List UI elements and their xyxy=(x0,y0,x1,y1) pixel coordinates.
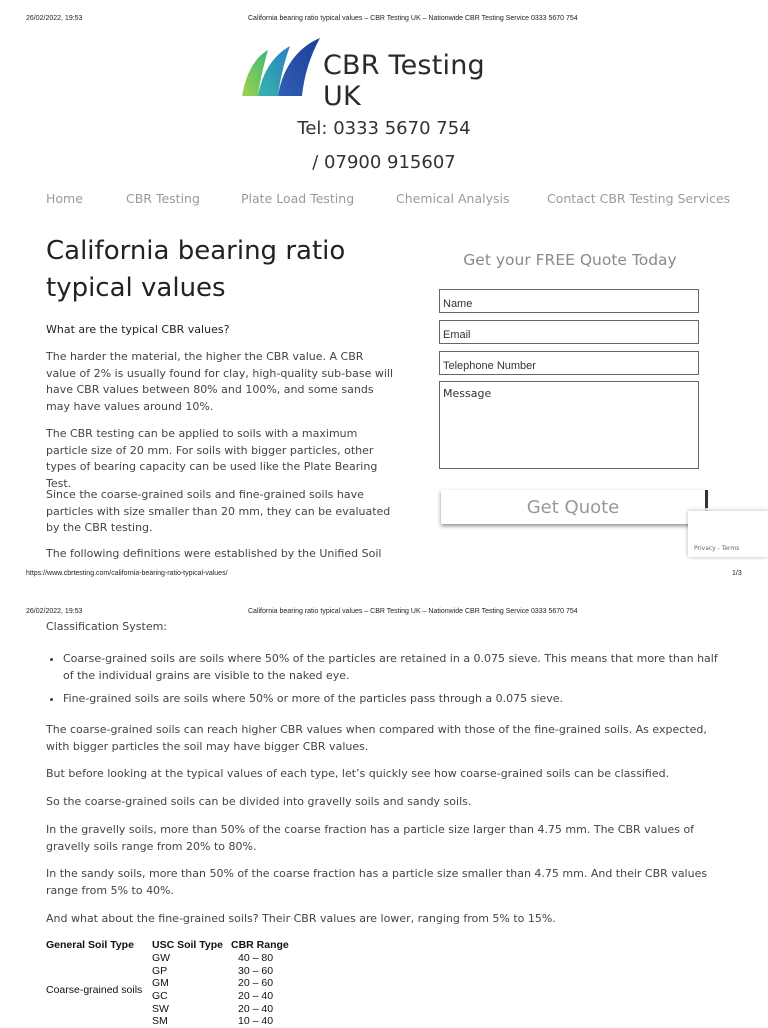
table-cell-general-soil-type: Coarse-grained soils xyxy=(46,983,143,996)
article-paragraph-4: The following definitions were established by the Unified Soil xyxy=(46,547,382,560)
table-cell-range: 40 – 80 xyxy=(238,952,274,965)
recaptcha-badge[interactable] xyxy=(688,511,768,557)
print-page-title: California bearing ratio typical values – CBR Testing UK – Nationwide CBR Testing Service 0333 5670 754 xyxy=(248,15,578,22)
nav-item-plate-load-testing[interactable]: Plate Load Testing xyxy=(241,191,355,206)
soil-definitions-list xyxy=(46,651,726,715)
article-paragraph: But before looking at the typical values of each type, let’s quickly see how coarse-grained soils can be classified. xyxy=(46,767,670,780)
article-paragraph: In the sandy soils, more than 50% of the coarse fraction has a particle size smaller than 4.75 mm. And their CBR values range from 5% to 40%. xyxy=(46,867,708,897)
article-paragraph: The coarse-grained soils can reach higher CBR values when compared with those of the fine-grained soils. As expected, with bigger particles the soil may have bigger CBR values. xyxy=(46,723,707,753)
table-cell-usc: SM xyxy=(152,1015,168,1028)
soil-cbr-table xyxy=(46,937,311,1028)
table-header-row xyxy=(46,937,311,952)
page-title xyxy=(46,233,406,307)
list-item: • Fine-grained soils are soils where 50% or more of the particles pass through a 0.075 sieve. xyxy=(63,691,726,708)
quote-form-heading: Get your FREE Quote Today xyxy=(463,251,677,269)
name-field[interactable] xyxy=(439,289,699,313)
logo-swoosh-icon xyxy=(240,34,322,98)
message-field[interactable] xyxy=(439,381,699,469)
table-cell-range: 20 – 60 xyxy=(238,977,274,990)
article-paragraph-2: The CBR testing can be applied to soils with a maximum particle size of 20 mm. For soils with bigger particles, other types of bearing capacity can be used like the Plate Bearing Test. xyxy=(46,427,378,490)
site-logo[interactable] xyxy=(240,34,530,112)
page-title-line-1: California bearing ratio xyxy=(46,236,346,266)
table-cell-usc: GM xyxy=(152,977,169,990)
logo-text: CBR Testing UK xyxy=(323,50,485,112)
table-cell-usc: GP xyxy=(152,964,168,977)
nav-item-cbr-testing[interactable]: CBR Testing xyxy=(126,191,200,206)
article-paragraph-3: Since the coarse-grained soils and fine-grained soils have particles with size smaller than 20 mm, they can be evaluated by the CBR testing. xyxy=(46,488,391,534)
article-paragraph: In the gravelly soils, more than 50% of the coarse fraction has a particle size larger than 4.75 mm. The CBR values of gravelly soils range from 20% to 80%. xyxy=(46,823,695,853)
article-paragraph: So the coarse-grained soils can be divided into gravelly soils and sandy soils. xyxy=(46,795,472,808)
table-cell-range: 10 – 40 xyxy=(238,1015,274,1028)
article-paragraph-1: The harder the material, the higher the CBR value. A CBR value of 2% is usually found for clay, high-quality sub-base will have CBR values between 80% and 100%, and some sands may have values around 10%. xyxy=(46,350,394,413)
table-header-general-soil-type: General Soil Type xyxy=(46,938,134,951)
print-url[interactable]: https://www.cbrtesting.com/california-bearing-ratio-typical-values/ xyxy=(26,570,228,577)
recaptcha-text[interactable]: Privacy - Terms xyxy=(694,545,740,552)
nav-item-home[interactable]: Home xyxy=(46,191,83,206)
print-date: 26/02/2022, 19:53 xyxy=(26,15,83,22)
table-row xyxy=(46,952,311,965)
table-cell-range: 20 – 40 xyxy=(238,1002,274,1015)
article-subheading: What are the typical CBR values? xyxy=(46,323,230,336)
list-item: • Coarse-grained soils are soils where 50% of the particles are retained in a 0.075 sieve. This means that more than half of the individual grains are visible to the naked eye. xyxy=(63,651,726,684)
nav-item-chemical-analysis[interactable]: Chemical Analysis xyxy=(396,191,510,206)
table-cell-usc: GW xyxy=(152,952,171,965)
get-quote-button[interactable]: Get Quote xyxy=(441,490,705,524)
table-header-usc-soil-type: USC Soil Type xyxy=(152,938,223,951)
phone-line-1[interactable]: Tel: 0333 5670 754 xyxy=(297,118,471,139)
print-date-2: 26/02/2022, 19:53 xyxy=(26,608,83,615)
nav-item-contact[interactable]: Contact CBR Testing Services xyxy=(547,191,731,206)
email-field[interactable] xyxy=(439,320,699,344)
table-cell-range: 30 – 60 xyxy=(238,964,274,977)
telephone-field[interactable] xyxy=(439,351,699,375)
article-paragraph: And what about the fine-grained soils? Their CBR values are lower, ranging from 5% to 15%. xyxy=(46,912,556,925)
page-title-line-2: typical values xyxy=(46,273,226,303)
article-paragraph-4-continued: Classification System: xyxy=(46,620,168,633)
print-page-number: 1/3 xyxy=(732,570,742,577)
phone-line-2[interactable]: / 07900 915607 xyxy=(312,152,456,173)
print-page-title-2: California bearing ratio typical values – CBR Testing UK – Nationwide CBR Testing Service 0333 5670 754 xyxy=(248,608,578,615)
table-cell-usc: GC xyxy=(152,990,168,1003)
table-cell-usc: SW xyxy=(152,1002,169,1015)
table-cell-range: 20 – 40 xyxy=(238,990,274,1003)
table-header-cbr-range: CBR Range xyxy=(231,938,289,951)
